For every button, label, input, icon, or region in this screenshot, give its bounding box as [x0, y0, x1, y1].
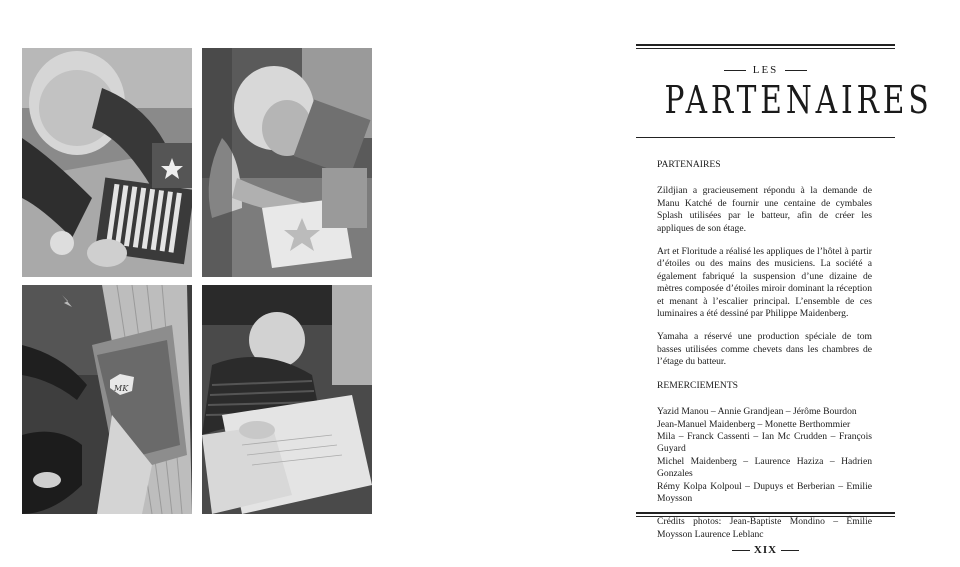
thanks-line: Yazid Manou – Annie Grandjean – Jérôme Bourdon	[657, 406, 857, 418]
page-number-dash-left	[732, 550, 750, 551]
page-number-dash-right	[781, 550, 799, 551]
title-prefix-dash-right	[785, 70, 807, 71]
mk-label: MK	[114, 384, 129, 393]
paragraph-zildjian: Zildjian a gracieusement répondu à la demande de Manu Katché de fournir une centaine de cymbales Splash utilisées par le batteur, afin de créer les appliques de son étage.	[657, 185, 872, 234]
section-heading-partenaires: PARTENAIRES	[657, 159, 721, 170]
title-prefix-text: LES	[752, 64, 779, 76]
thanks-line: Mila – Franck Cassenti – Ian Mc Crudden – François Guyard	[657, 430, 872, 455]
body-text	[657, 159, 872, 552]
page-number	[636, 544, 895, 556]
title-prefix-dash-left	[724, 70, 746, 71]
photo-credits: Crédits photos: Jean-Baptiste Mondino – Émilie Moysson Laurence Leblanc	[657, 516, 872, 540]
paragraph-yamaha: Yamaha a réservé une production spéciale de tom basses utilisées comme chevets dans les chambres de l’étage du batteur.	[657, 331, 872, 368]
photo-writing	[202, 285, 372, 514]
paragraph-art-floritude: Art et Floritude a réalisé les appliques de l’hôtel à partir d’étoiles ou des mains des musiciens. La société a également fabriqué la suspension d’une dizaine de mètres composée d’étoiles miroir dominant la réception et menant à l’escalier principal. L’ensemble de ces luminaires a été dessiné par Philippe Maidenberg.	[657, 246, 872, 320]
thanks-line: Rémy Kolpa Kolpoul – Dupuys et Berberian – Emilie Moysson	[657, 480, 872, 504]
title-rule	[636, 137, 895, 138]
thanks-line: Michel Maidenberg – Laurence Haziza – Hadrien Gonzales	[657, 455, 872, 480]
bottom-rule	[636, 512, 895, 517]
top-rule	[636, 44, 895, 49]
photo-swatches	[22, 48, 192, 277]
photo-drawing-star	[202, 48, 372, 277]
photo-fabric-mk	[22, 285, 192, 514]
page-title: PARTENAIRES	[664, 78, 933, 122]
page-number-text: XIX	[753, 544, 778, 556]
section-heading-remerciements: REMERCIEMENTS	[657, 379, 739, 391]
thanks-line: Jean-Manuel Maidenberg – Monette Berthommier	[657, 418, 851, 430]
title-prefix	[636, 64, 895, 76]
thanks-list	[657, 406, 872, 505]
